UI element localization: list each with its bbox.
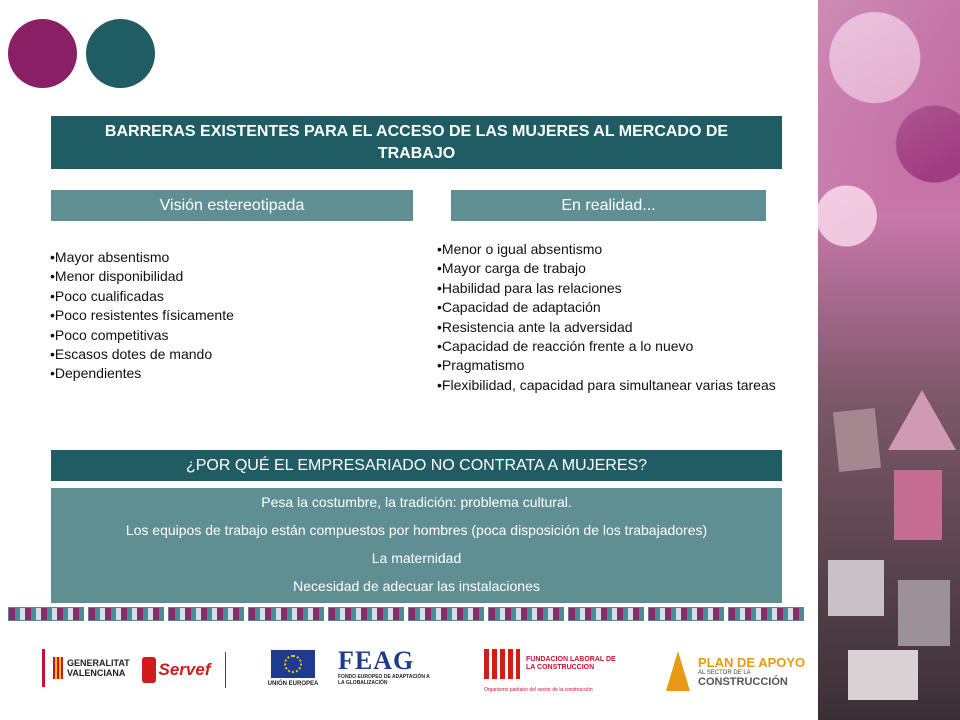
stereotype-item: • Poco cualificadas — [50, 287, 380, 306]
reason-item: Pesa la costumbre, la tradición: problema cultural. — [261, 494, 572, 510]
stereotype-item: • Mayor absentismo — [50, 248, 380, 267]
servef-mark-icon — [142, 657, 156, 683]
strip-segment — [488, 607, 564, 621]
page-title: BARRERAS EXISTENTES PARA EL ACCESO DE LAS MUJERES AL MERCADO DE TRABAJO — [104, 122, 729, 162]
question-banner — [51, 450, 782, 481]
fundacion-sub-text: Organismo paritario del sector de la construcción — [484, 687, 593, 694]
strip-segment — [328, 607, 404, 621]
strip-segment — [728, 607, 804, 621]
servef-text: Servef — [158, 660, 211, 679]
reality-item: • Habilidad para las relaciones — [437, 279, 787, 298]
photo-block-3 — [828, 560, 884, 616]
reality-item: • Mayor carga de trabajo — [437, 259, 787, 278]
left-column-header-label: Visión estereotipada — [159, 196, 305, 214]
plan-apoyo-title: PLAN DE APOYO — [698, 654, 806, 670]
left-column-header — [51, 190, 413, 221]
photo-block-2 — [894, 470, 942, 540]
strip-segment — [248, 607, 324, 621]
strip-segment — [168, 607, 244, 621]
feag-text: FEAG — [338, 646, 415, 675]
reasons-box — [51, 488, 782, 603]
fundacion-text: FUNDACION LABORAL DE LA CONSTRUCCION — [526, 655, 616, 671]
eu-flag-icon — [271, 650, 315, 678]
generalitat-logo — [42, 648, 132, 688]
reality-item: • Flexibilidad, capacidad para simultanear varias tareas — [437, 376, 787, 395]
strip-segment — [8, 607, 84, 621]
reality-item: • Capacidad de reacción frente a lo nuevo — [437, 337, 787, 356]
fundacion-logo — [484, 646, 624, 696]
feag-logo — [338, 648, 434, 692]
servef-divider — [225, 652, 227, 688]
photo-block-4 — [898, 580, 950, 646]
servef-logo — [142, 652, 226, 688]
strip-segment — [88, 607, 164, 621]
right-column-header — [451, 190, 766, 221]
plan-apoyo-sub2: CONSTRUCCIÓN — [698, 675, 788, 688]
eu-logo — [268, 650, 318, 692]
stereotype-item: • Escasos dotes de mando — [50, 345, 380, 364]
strip-segment — [408, 607, 484, 621]
stereotype-item: • Menor disponibilidad — [50, 267, 380, 286]
photo-block-1 — [833, 408, 881, 472]
reality-item: • Capacidad de adaptación — [437, 298, 787, 317]
photo-triangle — [888, 390, 956, 450]
reason-item: La maternidad — [371, 550, 462, 566]
feag-sub-text: FONDO EUROPEO DE ADAPTACIÓN A LA GLOBALIZACIÓN — [338, 674, 430, 686]
strip-segment — [568, 607, 644, 621]
plan-apoyo-logo — [666, 648, 806, 694]
reality-item: • Pragmatismo — [437, 356, 787, 375]
stereotype-item: • Poco competitivas — [50, 326, 380, 345]
right-column-header-label: En realidad... — [561, 196, 656, 214]
eu-text: UNIÓN EUROPEA — [267, 681, 319, 687]
teal-circle — [86, 19, 155, 88]
fundacion-mark-icon — [484, 649, 520, 679]
reality-item: • Menor o igual absentismo — [437, 240, 787, 259]
title-banner — [51, 116, 782, 169]
stereotype-item: • Poco resistentes físicamente — [50, 306, 380, 325]
reality-item: • Resistencia ante la adversidad — [437, 318, 787, 337]
decorative-photo — [818, 0, 960, 720]
reason-item: Los equipos de trabajo están compuestos por hombres (poca disposición de los trabajadores) — [125, 522, 708, 538]
stereotype-list — [50, 248, 380, 384]
plan-apoyo-sub1: AL SECTOR DE LA — [698, 669, 751, 676]
generalitat-shield-icon — [53, 657, 63, 679]
strip-segment — [648, 607, 724, 621]
plum-circle — [8, 19, 77, 88]
decorative-strip — [8, 607, 808, 621]
plan-apoyo-mark-icon — [666, 651, 690, 691]
question-text: ¿POR QUÉ EL EMPRESARIADO NO CONTRATA A MUJERES? — [185, 456, 648, 474]
generalitat-bar-icon — [42, 649, 45, 687]
generalitat-text: GENERALITAT VALENCIANA — [67, 658, 130, 678]
reality-list — [437, 240, 787, 395]
reason-item: Necesidad de adecuar las instalaciones — [293, 578, 540, 594]
stereotype-item: • Dependientes — [50, 364, 380, 383]
photo-block-5 — [848, 650, 918, 700]
